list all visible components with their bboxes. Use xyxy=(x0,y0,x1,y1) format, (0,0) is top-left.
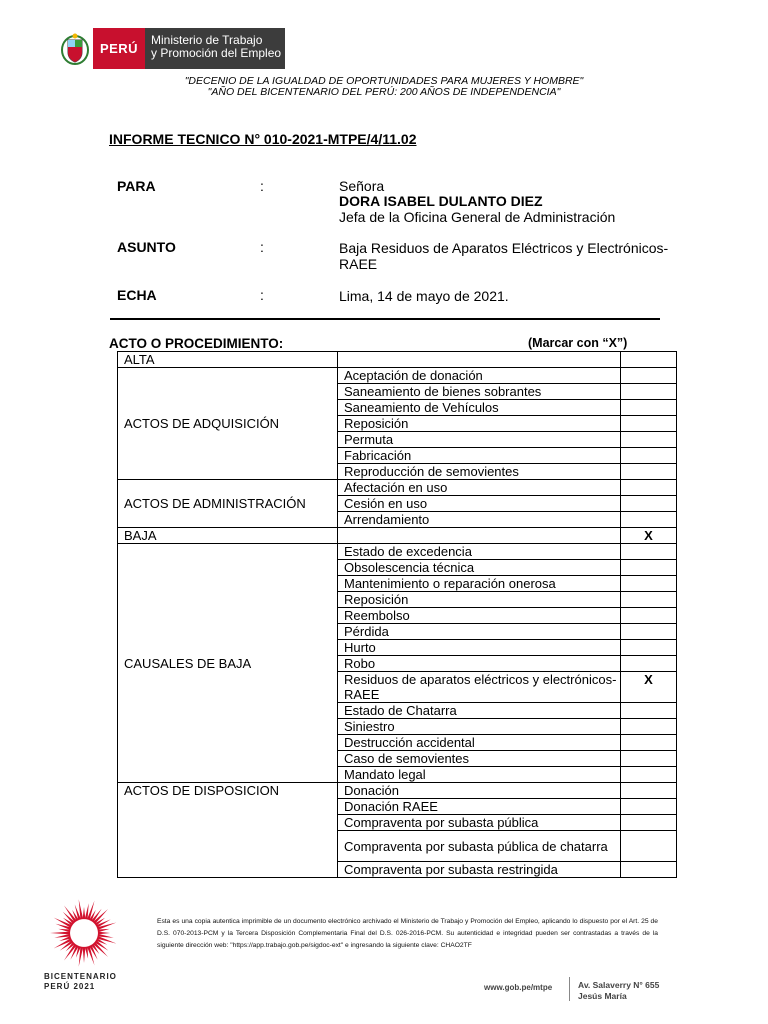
option-label: Estado de excedencia xyxy=(338,544,621,560)
option-label: Obsolescencia técnica xyxy=(338,560,621,576)
year-motto: "AÑO DEL BICENTENARIO DEL PERÚ: 200 AÑOS DE INDEPENDENCIA" xyxy=(207,86,561,98)
mark-cell xyxy=(621,544,677,560)
mark-cell xyxy=(621,400,677,416)
fecha-label: ECHA xyxy=(117,287,157,303)
disposicion-label: ACTOS DE DISPOSICION xyxy=(118,783,338,878)
bicentenario-line2: PERÚ 2021 xyxy=(44,982,96,991)
ministry-logo xyxy=(57,28,285,69)
footer-divider xyxy=(569,977,570,1001)
asunto-line1: Baja Residuos de Aparatos Eléctricos y Electrónicos- xyxy=(339,240,669,256)
option-label: Mantenimiento o reparación onerosa xyxy=(338,576,621,592)
table-row xyxy=(118,368,677,384)
decenio-motto: "DECENIO DE LA IGUALDAD DE OPORTUNIDADES PARA MUJERES Y HOMBRE" xyxy=(184,75,584,87)
option-label: Destrucción accidental xyxy=(338,735,621,751)
option-label: Aceptación de donación xyxy=(338,368,621,384)
asunto-label: ASUNTO xyxy=(117,239,176,255)
mark-cell xyxy=(621,608,677,624)
option-label: Permuta xyxy=(338,432,621,448)
address-line1: Av. Salaverry N° 655 xyxy=(578,980,660,990)
option-label: Donación xyxy=(338,783,621,799)
causales-label: CAUSALES DE BAJA xyxy=(118,544,338,783)
mark-cell xyxy=(621,656,677,672)
address xyxy=(578,980,659,1002)
raee-mark: X xyxy=(621,672,677,703)
option-label: Saneamiento de bienes sobrantes xyxy=(338,384,621,400)
bicentenario-emblem-icon xyxy=(44,895,124,971)
option-label: Robo xyxy=(338,656,621,672)
table-row xyxy=(118,544,677,560)
mark-cell xyxy=(621,735,677,751)
option-label: Hurto xyxy=(338,640,621,656)
para-colon: : xyxy=(260,178,264,194)
option-label: Estado de Chatarra xyxy=(338,703,621,719)
ministry-name-line2: y Promoción del Empleo xyxy=(151,46,282,60)
mark-cell xyxy=(621,783,677,799)
option-label: Reposición xyxy=(338,592,621,608)
table-cell xyxy=(338,352,621,368)
mark-cell xyxy=(621,448,677,464)
section-divider xyxy=(110,318,660,320)
administracion-label: ACTOS DE ADMINISTRACIÓN xyxy=(118,480,338,528)
mark-cell xyxy=(621,815,677,831)
option-label: Donación RAEE xyxy=(338,799,621,815)
option-label: Cesión en uso xyxy=(338,496,621,512)
bicentenario-line1: BICENTENARIO xyxy=(44,972,117,981)
option-label: Afectación en uso xyxy=(338,480,621,496)
asunto-colon: : xyxy=(260,239,264,255)
para-label: PARA xyxy=(117,178,156,194)
mark-cell xyxy=(621,480,677,496)
option-label: Compraventa por subasta pública de chatarra xyxy=(338,831,621,862)
option-label: Reproducción de semovientes xyxy=(338,464,621,480)
option-label: Arrendamiento xyxy=(338,512,621,528)
ministry-name xyxy=(145,28,285,69)
table-row xyxy=(118,783,677,799)
para-salutation: Señora xyxy=(339,178,385,194)
mark-cell xyxy=(621,640,677,656)
mark-cell xyxy=(621,799,677,815)
option-label: Fabricación xyxy=(338,448,621,464)
fecha-colon: : xyxy=(260,287,264,303)
option-label: Reposición xyxy=(338,416,621,432)
procedure-table xyxy=(117,351,677,878)
mark-cell xyxy=(621,432,677,448)
report-title: INFORME TECNICO N° 010-2021-MTPE/4/11.02 xyxy=(109,131,417,147)
bicentenario-wordmark xyxy=(44,972,117,992)
mark-cell xyxy=(621,767,677,783)
mark-cell xyxy=(621,560,677,576)
option-label: Caso de semovientes xyxy=(338,751,621,767)
address-line2: Jesús María xyxy=(578,991,627,1001)
ministry-name-line1: Ministerio de Trabajo xyxy=(151,33,263,47)
option-label: Reembolso xyxy=(338,608,621,624)
option-label: Compraventa por subasta pública xyxy=(338,815,621,831)
asunto-line2: RAEE xyxy=(339,256,378,272)
mark-cell xyxy=(621,464,677,480)
mark-cell xyxy=(621,624,677,640)
baja-mark: X xyxy=(621,528,677,544)
table-row xyxy=(118,528,677,544)
table-row xyxy=(118,480,677,496)
procedure-title: ACTO O PROCEDIMIENTO: xyxy=(109,336,284,351)
mark-cell xyxy=(621,831,677,862)
mark-cell xyxy=(621,384,677,400)
mark-cell xyxy=(621,512,677,528)
baja-label: BAJA xyxy=(118,528,338,544)
authenticity-note: Esta es una copia autentica imprimible de un documento electrónico archivado el Ministerio de Trabajo y Promoción del Empleo, aplicando lo dispuesto por el Art. 25 de D.S. 070-2013-PCM y la Tercera Disposición Complementaria Final del D.S. 026-2016-PCM. Su autenticidad e integridad pueden ser contrastadas a través de la siguiente dirección web: "https://app.trabajo.gob.pe/sigdoc-ext" e ingresando la siguiente clave: CHAO2TF xyxy=(157,918,658,949)
alta-label: ALTA xyxy=(118,352,338,368)
mark-cell xyxy=(621,719,677,735)
para-recipient-name: DORA ISABEL DULANTO DIEZ xyxy=(339,193,543,209)
para-recipient-role: Jefa de la Oficina General de Administración xyxy=(339,209,616,225)
coat-of-arms-icon xyxy=(57,28,93,69)
option-label: Residuos de aparatos eléctricos y electrónicos-RAEE xyxy=(338,672,621,703)
mark-cell xyxy=(621,352,677,368)
mark-cell xyxy=(621,368,677,384)
mark-cell xyxy=(621,751,677,767)
mark-cell xyxy=(621,703,677,719)
bicentenario-logo xyxy=(44,895,124,976)
country-label: PERÚ xyxy=(93,28,145,69)
option-label: Mandato legal xyxy=(338,767,621,783)
mark-cell xyxy=(621,416,677,432)
fecha-value: Lima, 14 de mayo de 2021. xyxy=(339,288,509,304)
mark-cell xyxy=(621,496,677,512)
mark-instruction: (Marcar con “X”) xyxy=(528,336,628,350)
option-label: Saneamiento de Vehículos xyxy=(338,400,621,416)
table-row xyxy=(118,352,677,368)
adquisicion-label: ACTOS DE ADQUISICIÓN xyxy=(118,368,338,480)
mark-cell xyxy=(621,592,677,608)
table-cell xyxy=(338,528,621,544)
mark-cell xyxy=(621,576,677,592)
option-label: Siniestro xyxy=(338,719,621,735)
option-label: Compraventa por subasta restringida xyxy=(338,862,621,878)
option-label: Pérdida xyxy=(338,624,621,640)
mark-cell xyxy=(621,862,677,878)
website-link[interactable]: www.gob.pe/mtpe xyxy=(484,983,553,992)
